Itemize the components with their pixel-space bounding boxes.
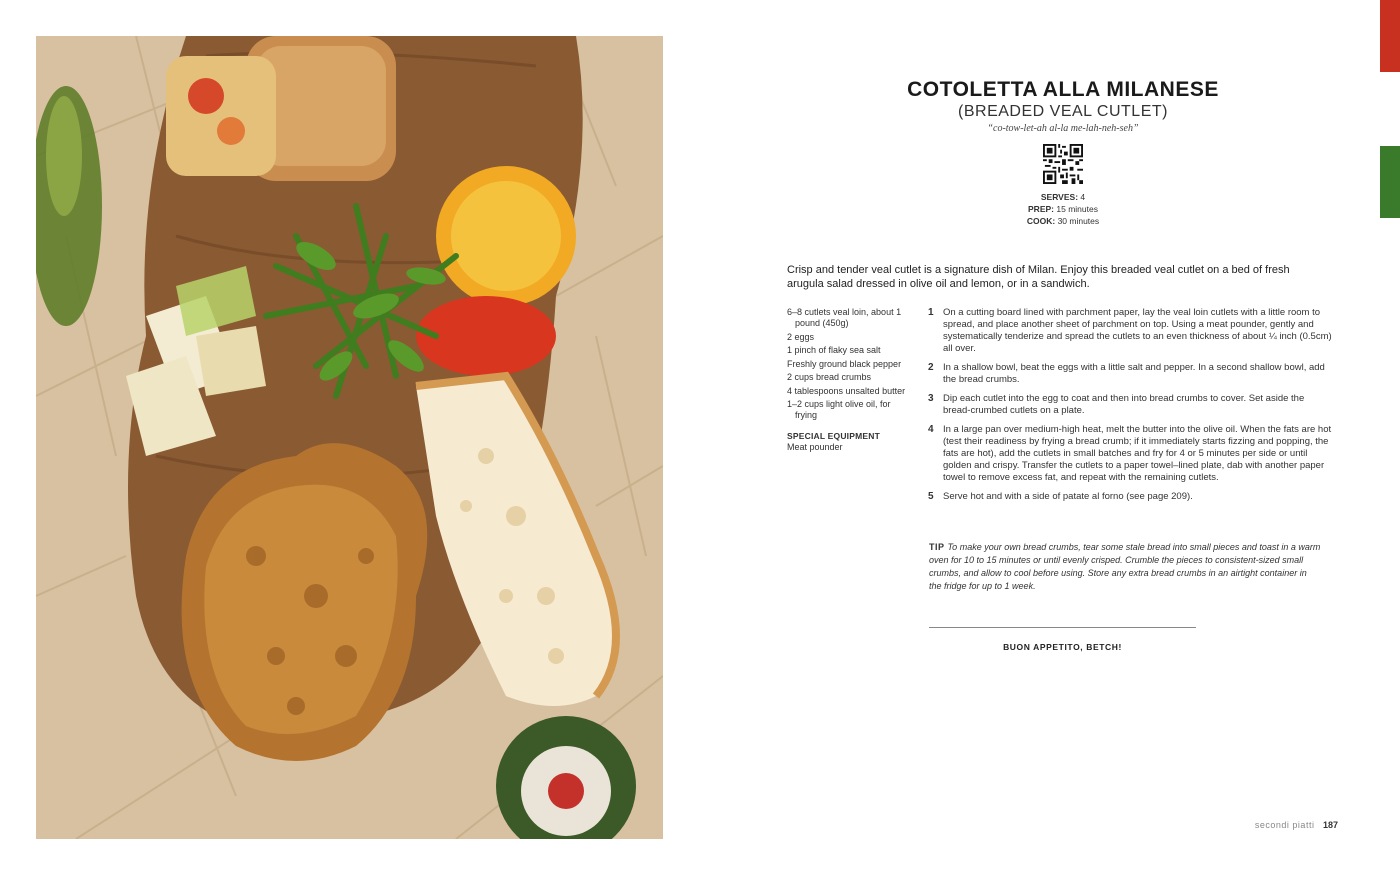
step-number: 2 — [928, 362, 934, 373]
ingredient-item: 2 eggs — [787, 331, 815, 342]
page-footer — [1255, 820, 1338, 830]
ingredients-list — [787, 307, 915, 453]
step-number: 5 — [928, 491, 934, 502]
step-number: 4 — [928, 424, 934, 435]
recipe-intro: Crisp and tender veal cutlet is a signature dish of Milan. Enjoy this breaded veal cutlet on a bed of fresh arugula salad dressed in olive oil and lemon, or in a sandwich. — [787, 264, 1290, 290]
step-item — [928, 307, 1332, 355]
cook-label: COOK: — [1026, 216, 1056, 226]
step-number: 1 — [928, 307, 934, 318]
equipment-heading: SPECIAL EQUIPMENT — [787, 431, 880, 441]
divider — [929, 627, 1196, 628]
ingredient-item: 6–8 cutlets veal loin, about 1 pound (450g) — [787, 307, 902, 328]
ingredient-item: Freshly ground black pepper — [787, 358, 902, 369]
serves-label: SERVES: — [1040, 192, 1079, 202]
step-item — [928, 424, 1332, 484]
pronunciation: “co-tow-let-ah al-la me-lah-neh-seh” — [987, 123, 1139, 134]
prep-line — [880, 203, 1246, 215]
section-name: secondi piatti — [1254, 820, 1315, 830]
tip-label: TIP — [929, 542, 945, 552]
tip-text: To make your own bread crumbs, tear some stale bread into small pieces and toast in a warm oven for 10 to 15 minutes or until evenly crisped. Crumble the pieces to consistent-sized small crumbs, and allow to cool before using. Store any extra bread crumbs in an airtight container in the fridge for up to 1 week. — [929, 542, 1321, 591]
ingredient-item: 1–2 cups light olive oil, for frying — [787, 399, 891, 420]
page-number: 187 — [1322, 820, 1338, 830]
step-text: Dip each cutlet into the egg to coat and then into bread crumbs to cover. Set aside the bread-crumbed cutlets on a plate. — [943, 393, 1305, 416]
tip-box — [929, 541, 1321, 593]
chapter-tab-green — [1380, 146, 1400, 218]
serves-line — [880, 191, 1246, 203]
ingredient-item: 1 pinch of flaky sea salt — [787, 345, 881, 355]
ingredient-item: 4 tablespoons unsalted butter — [787, 385, 906, 396]
step-text: Serve hot and with a side of patate al forno (see page 209). — [943, 491, 1193, 502]
cook-value: 30 minutes — [1057, 216, 1100, 226]
step-item — [928, 362, 1332, 386]
step-number: 3 — [928, 393, 934, 404]
recipe-header — [880, 78, 1246, 227]
signoff: BUON APPETITO, BETCH! — [1003, 642, 1122, 652]
qr-code-icon[interactable] — [1043, 144, 1083, 184]
step-item — [928, 393, 1332, 417]
prep-value: 15 minutes — [1056, 204, 1098, 214]
method-steps — [928, 307, 1332, 510]
recipe-meta — [880, 191, 1246, 227]
food-photo — [36, 36, 663, 839]
prep-label: PREP: — [1028, 204, 1054, 214]
cook-line — [880, 215, 1246, 227]
equipment-item: Meat pounder — [787, 442, 843, 452]
chapter-tab-red — [1380, 0, 1400, 72]
step-text: In a shallow bowl, beat the eggs with a little salt and pepper. In a second shallow bowl, add the bread crumbs. — [943, 362, 1325, 385]
step-text: On a cutting board lined with parchment paper, lay the veal loin cutlets with a little room to spread, and place another sheet of parchment on top. Using a meat pounder, gently and systematically tenderize and spread the cutlets to an even thickness of about ¼ inch (0.5cm) all over. — [943, 307, 1332, 354]
serves-value: 4 — [1080, 192, 1086, 202]
step-item — [928, 491, 1332, 503]
ingredient-item: 2 cups bread crumbs — [787, 372, 872, 382]
food-photo-illustration — [36, 36, 663, 839]
recipe-subtitle: (BREADED VEAL CUTLET) — [958, 103, 1168, 120]
step-text: In a large pan over medium-high heat, melt the butter into the olive oil. When the fats are hot (test their readiness by frying a bread crumb; if it immediately starts fizzing and popping, the fats are hot), add the cutlets in small batches and fry for 4 or 5 minutes per side or until golden and crispy. Transfer the cutlets to a paper towel–lined plate, dab with another paper towel to remove excess fat, and repeat with the remaining cutlets. — [943, 424, 1332, 483]
recipe-title: COTOLETTA ALLA MILANESE — [907, 78, 1219, 101]
